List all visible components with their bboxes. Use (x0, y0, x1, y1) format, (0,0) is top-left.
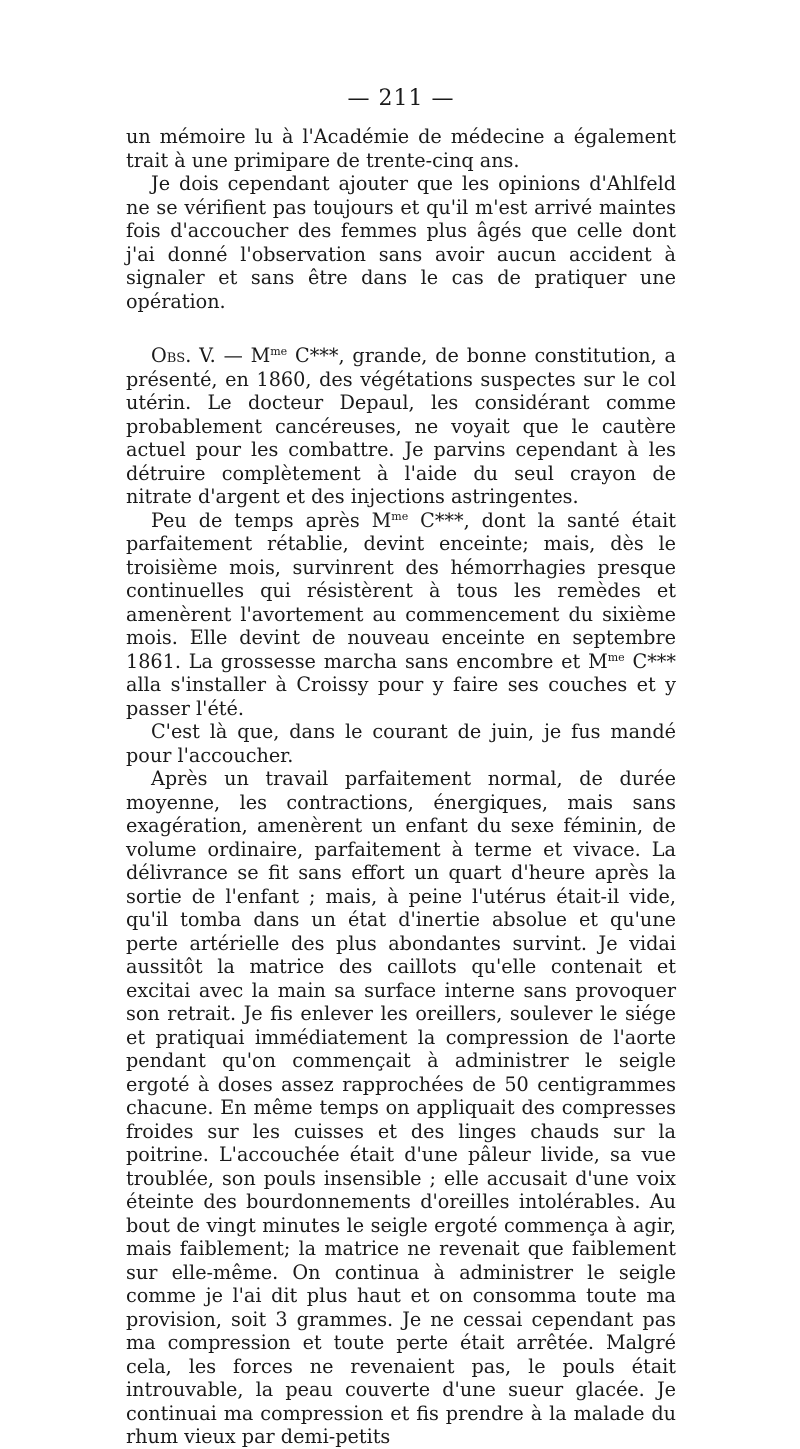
book-page (126, 86, 676, 1449)
text-segment: C*** alla s'installer à Croissy pour y faire ses couches et y passer l'été. (126, 649, 676, 720)
superscript: me (270, 345, 288, 358)
text-segment: Peu de temps après M (151, 508, 392, 532)
text-segment: C***, dont la santé était parfaitement rétablie, devint enceinte; mais, dès le troisième mois, survinrent des hémorrhagies presque continuelles qui résistèrent à tous les remèdes et amenèrent l'avortement au commencement du sixième mois. Elle devint de nouveau enceinte en septembre 1861. La grossesse marcha sans encombre et M (126, 508, 676, 673)
paragraph-ahlfeld-opinion: Je dois cependant ajouter que les opinions d'Ahlfeld ne se vérifient pas toujours et qu'il m'est arrivé maintes fois d'accoucher des femmes plus âgés que celle dont j'ai donné l'observation sans avoir aucun accident à signaler et sans être dans le cas de pratiquer une opération. (126, 172, 676, 313)
paragraph-observation-v (126, 344, 676, 509)
observation-label: Obs. V. (151, 344, 216, 367)
obs-body-text: C***, grande, de bonne constitution, a présenté, en 1860, des végétations suspectes sur le col utérin. Le docteur Depaul, les considérant comme probablement cancéreuses, ne voyait que le cautère actuel pour les combattre. Je parvins cependant à les détruire complètement à l'aide du seul crayon de nitrate d'argent et des injections astringentes. (126, 344, 676, 508)
obs-dash-text: — M (215, 344, 271, 367)
paragraph-delivery-account: Après un travail parfaitement normal, de durée moyenne, les contractions, énergiques, mais sans exagération, amenèrent un enfant du sexe féminin, de volume ordinaire, parfaitement à terme et vivace. La délivrance se fit sans effort un quart d'heure après la sortie de l'enfant ; mais, à peine l'utérus était-il vide, qu'il tomba dans un état d'inertie absolue et qu'une perte artérielle des plus abondantes survint. Je vidai aussitôt la matrice des caillots qu'elle contenait et excitai avec la main sa surface interne sans provoquer son retrait. Je fis enlever les oreillers, soulever le siége et pratiquai immédiatement la compression de l'aorte pendant qu'on commençait à administrer le seigle ergoté à doses assez rapprochées de 50 centigrammes chacune. En même temps on appliquait des compresses froides sur les cuisses et des linges chauds sur la poitrine. L'accouchée était d'une pâleur livide, sa vue troublée, son pouls insensible ; elle accusait d'une voix éteinte des bourdonnements d'oreilles intolérables. Au bout de vingt minutes le seigle ergoté commença à agir, mais faiblement; la matrice ne revenait que faiblement sur elle-même. On continua à administrer le seigle comme je l'ai dit plus haut et on consomma toute ma provision, soit 3 grammes. Je ne cessai cependant pas ma compression et toute perte était arrêtée. Malgré cela, les forces ne revenaient pas, le pouls était introuvable, la peau couverte d'une sueur glacée. Je continuai ma compression et fis prendre à la malade du rhum vieux par demi-petits (126, 767, 676, 1448)
superscript: me (607, 650, 625, 664)
superscript: me (391, 509, 409, 523)
page-number: — 211 — (347, 86, 455, 111)
paragraph-pregnancy-history (126, 509, 676, 721)
paragraph-continuation: un mémoire lu à l'Académie de médecine a également trait à une primipare de trente-cinq ans. (126, 125, 676, 172)
paragraph-summoned: C'est là que, dans le courant de juin, je fus mandé pour l'accoucher. (126, 720, 676, 767)
